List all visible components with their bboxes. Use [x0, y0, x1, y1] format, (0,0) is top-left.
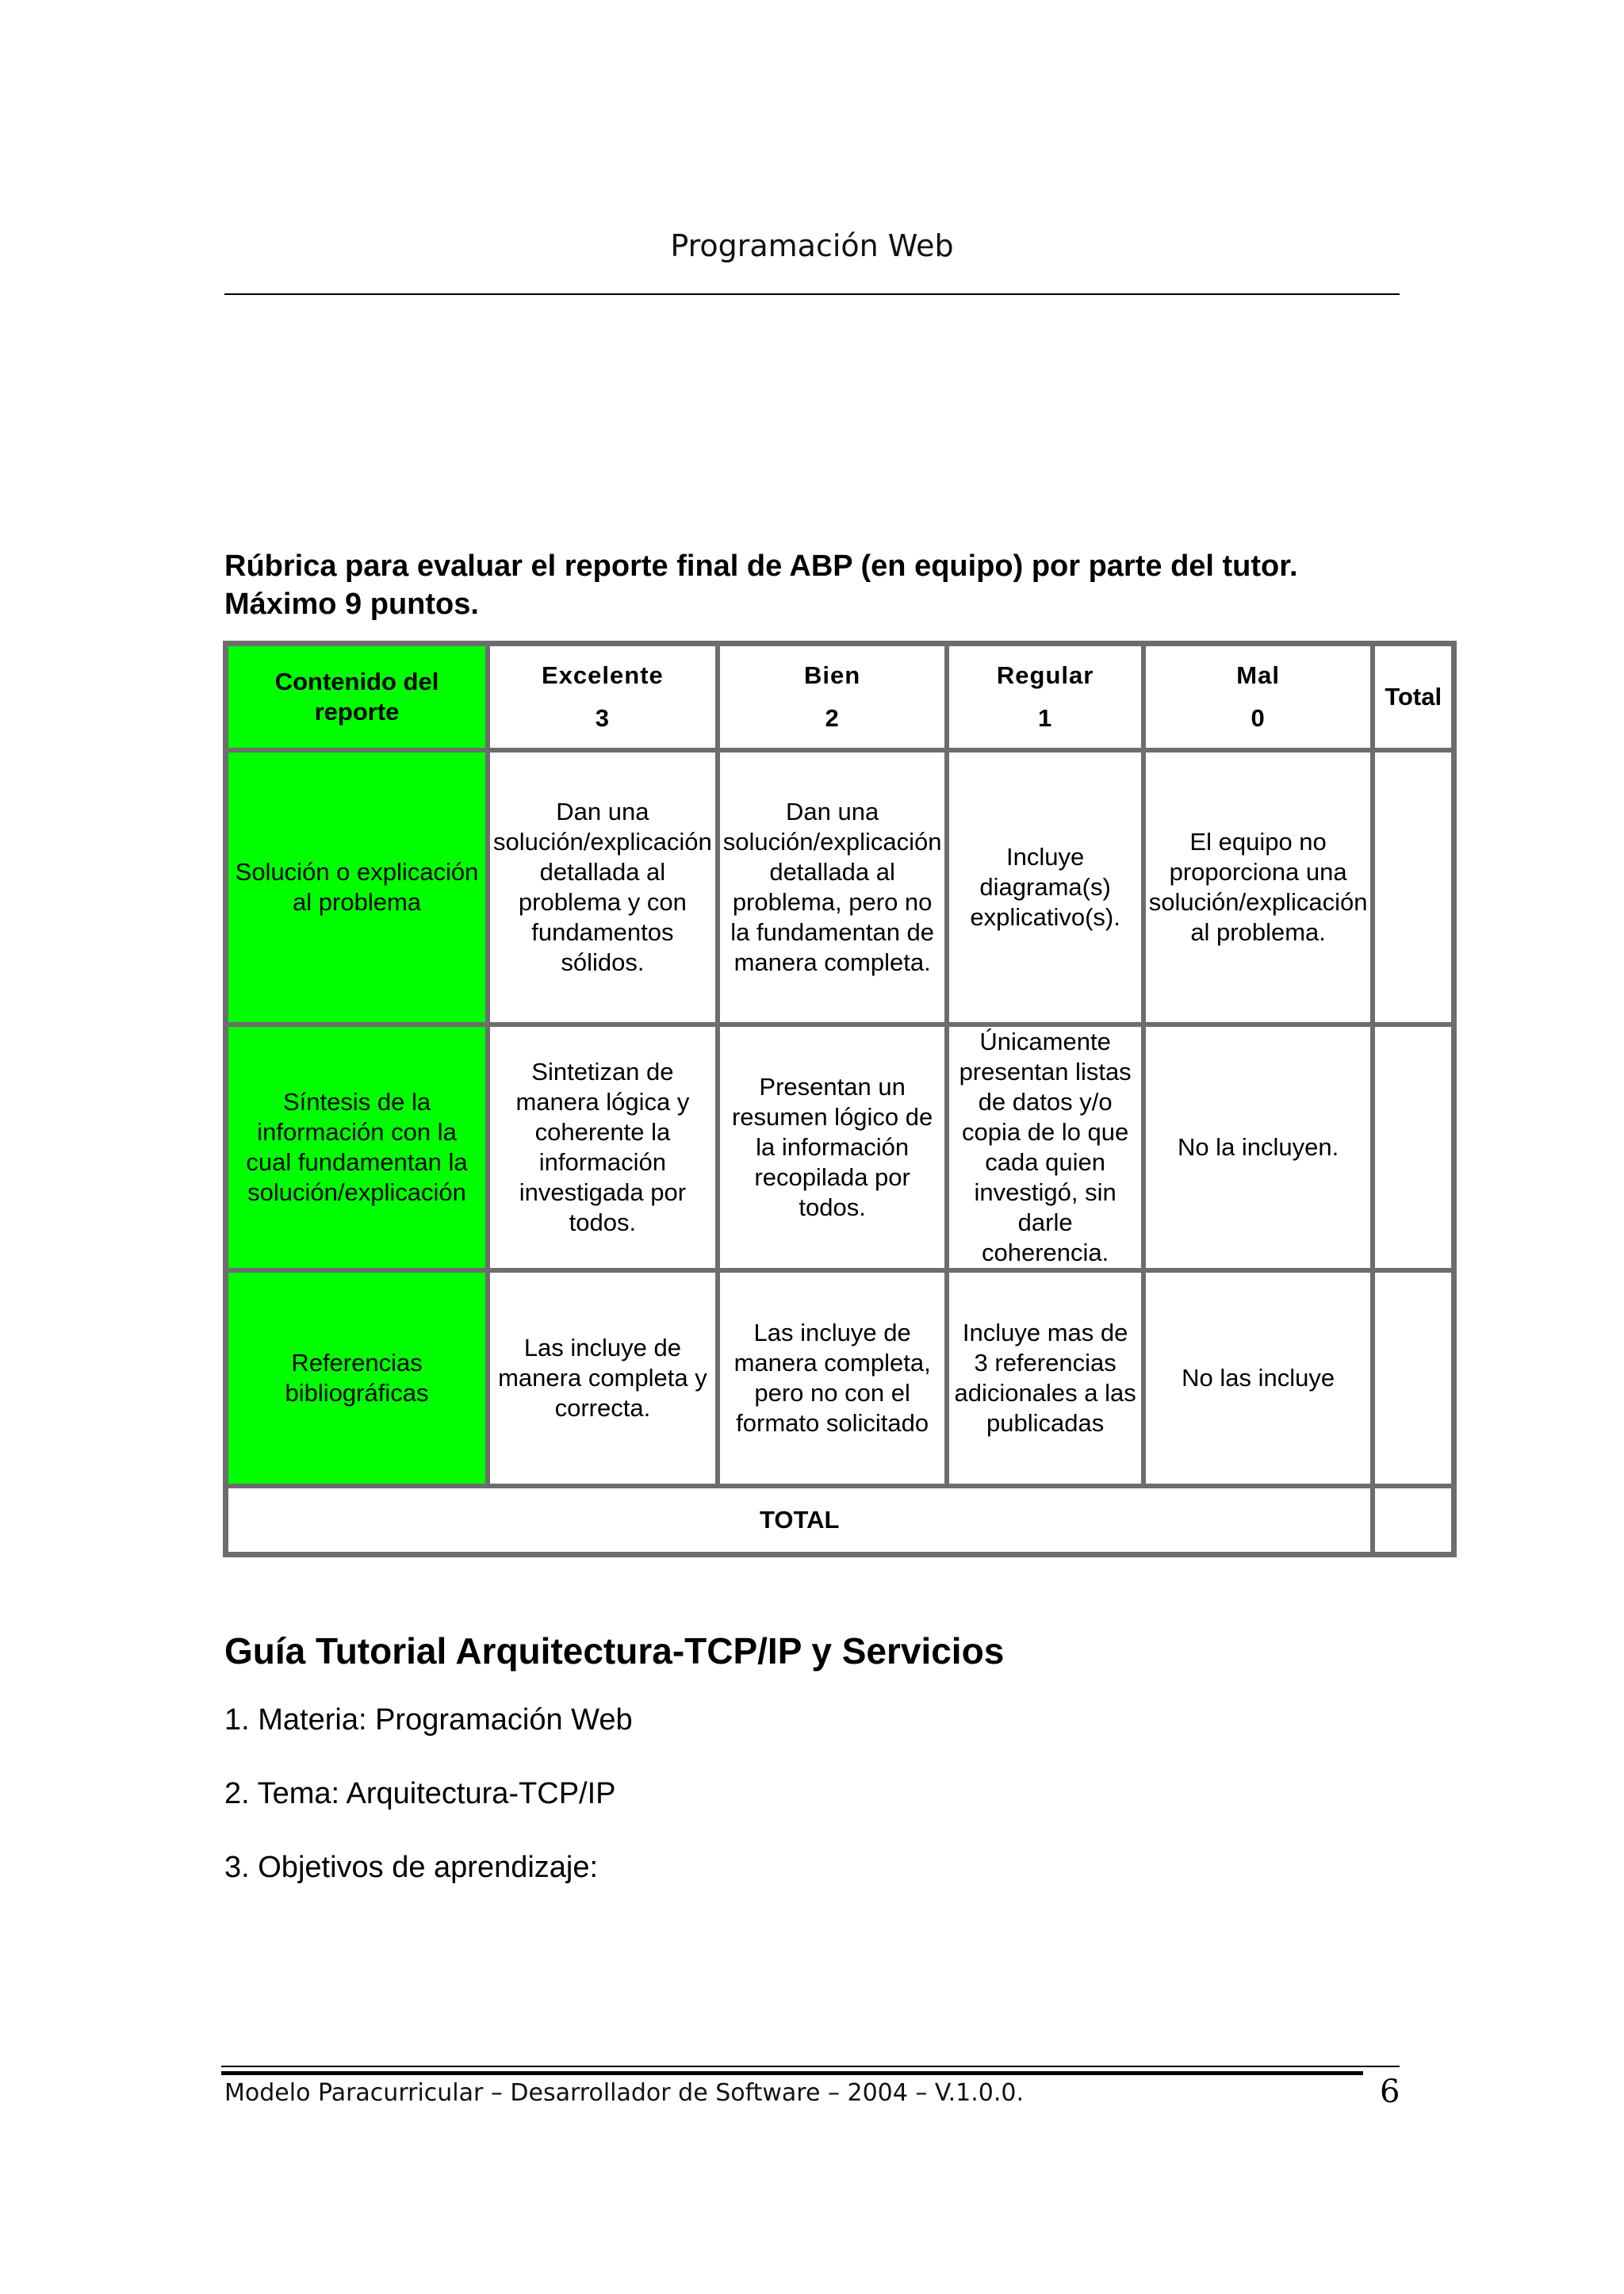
- header-regular-label: Regular: [996, 661, 1094, 689]
- header-mal-points: 0: [1251, 704, 1266, 732]
- table-row: [226, 750, 1454, 1024]
- row-mal: No las incluye: [1143, 1270, 1373, 1486]
- total-label: TOTAL: [226, 1486, 1373, 1554]
- rubric-table: [223, 641, 1457, 1557]
- row-excelente: Sintetizan de manera lógica y coherente la información investigada por todos.: [488, 1024, 718, 1270]
- row-total: [1373, 1270, 1454, 1486]
- row-total: [1373, 750, 1454, 1024]
- row-bien: Dan una solución/explicación detallada al problema, pero no la fundamentan de manera completa.: [718, 750, 948, 1024]
- header-bien: [718, 644, 948, 750]
- header-content: Contenido del reporte: [226, 644, 488, 750]
- footer-divider-thick: [221, 2071, 1363, 2075]
- list-item: 2. Tema: Arquitectura-TCP/IP: [224, 1777, 616, 1810]
- page-number: 6: [1380, 2074, 1400, 2110]
- rubric-heading: [224, 547, 1461, 623]
- page-header-title: Programación Web: [670, 228, 954, 263]
- row-bien: Las incluye de manera completa, pero no con el formato solicitado: [718, 1270, 948, 1486]
- row-total: [1373, 1024, 1454, 1270]
- guide-title: Guía Tutorial Arquitectura-TCP/IP y Servicios: [224, 1630, 1005, 1672]
- header-excelente-label: Excelente: [542, 661, 664, 689]
- header-excelente: [488, 644, 718, 750]
- rubric-heading-line-1: Rúbrica para evaluar el reporte final de ABP (en equipo) por parte del tutor.: [224, 550, 1298, 583]
- total-value: [1373, 1486, 1454, 1554]
- row-mal: No la incluyen.: [1143, 1024, 1373, 1270]
- row-criterion: Referencias bibliográficas: [226, 1270, 488, 1486]
- row-regular: Incluye mas de 3 referencias adicionales a las publicadas: [947, 1270, 1143, 1486]
- header-regular-points: 1: [1038, 704, 1053, 732]
- header-regular: [947, 644, 1143, 750]
- footer-divider: [221, 2066, 1400, 2067]
- list-item: 1. Materia: Programación Web: [224, 1703, 633, 1737]
- row-regular: Incluye diagrama(s) explicativo(s).: [947, 750, 1143, 1024]
- footer-text: Modelo Paracurricular – Desarrollador de Software – 2004 – V.1.0.0.: [224, 2079, 1024, 2107]
- header-total: Total: [1373, 644, 1454, 750]
- row-criterion: Síntesis de la información con la cual fundamentan la solución/explicación: [226, 1024, 488, 1270]
- table-total-row: [226, 1486, 1454, 1554]
- list-item: 3. Objetivos de aprendizaje:: [224, 1851, 599, 1884]
- row-criterion: Solución o explicación al problema: [226, 750, 488, 1024]
- table-header-row: [226, 644, 1454, 750]
- header-bien-label: Bien: [804, 661, 861, 689]
- header-divider: [224, 293, 1400, 295]
- row-excelente: Las incluye de manera completa y correcta.: [488, 1270, 718, 1486]
- row-excelente: Dan una solución/explicación detallada al problema y con fundamentos sólidos.: [488, 750, 718, 1024]
- rubric-heading-line-2: Máximo 9 puntos.: [224, 588, 479, 621]
- row-mal: El equipo no proporciona una solución/explicación al problema.: [1143, 750, 1373, 1024]
- table-row: [226, 1024, 1454, 1270]
- header-mal: [1143, 644, 1373, 750]
- header-bien-points: 2: [825, 704, 840, 732]
- header-excelente-points: 3: [595, 704, 611, 732]
- header-mal-label: Mal: [1236, 661, 1280, 689]
- table-row: [226, 1270, 1454, 1486]
- row-bien: Presentan un resumen lógico de la información recopilada por todos.: [718, 1024, 948, 1270]
- row-regular: Únicamente presentan listas de datos y/o copia de lo que cada quien investigó, sin darle coherencia.: [947, 1024, 1143, 1270]
